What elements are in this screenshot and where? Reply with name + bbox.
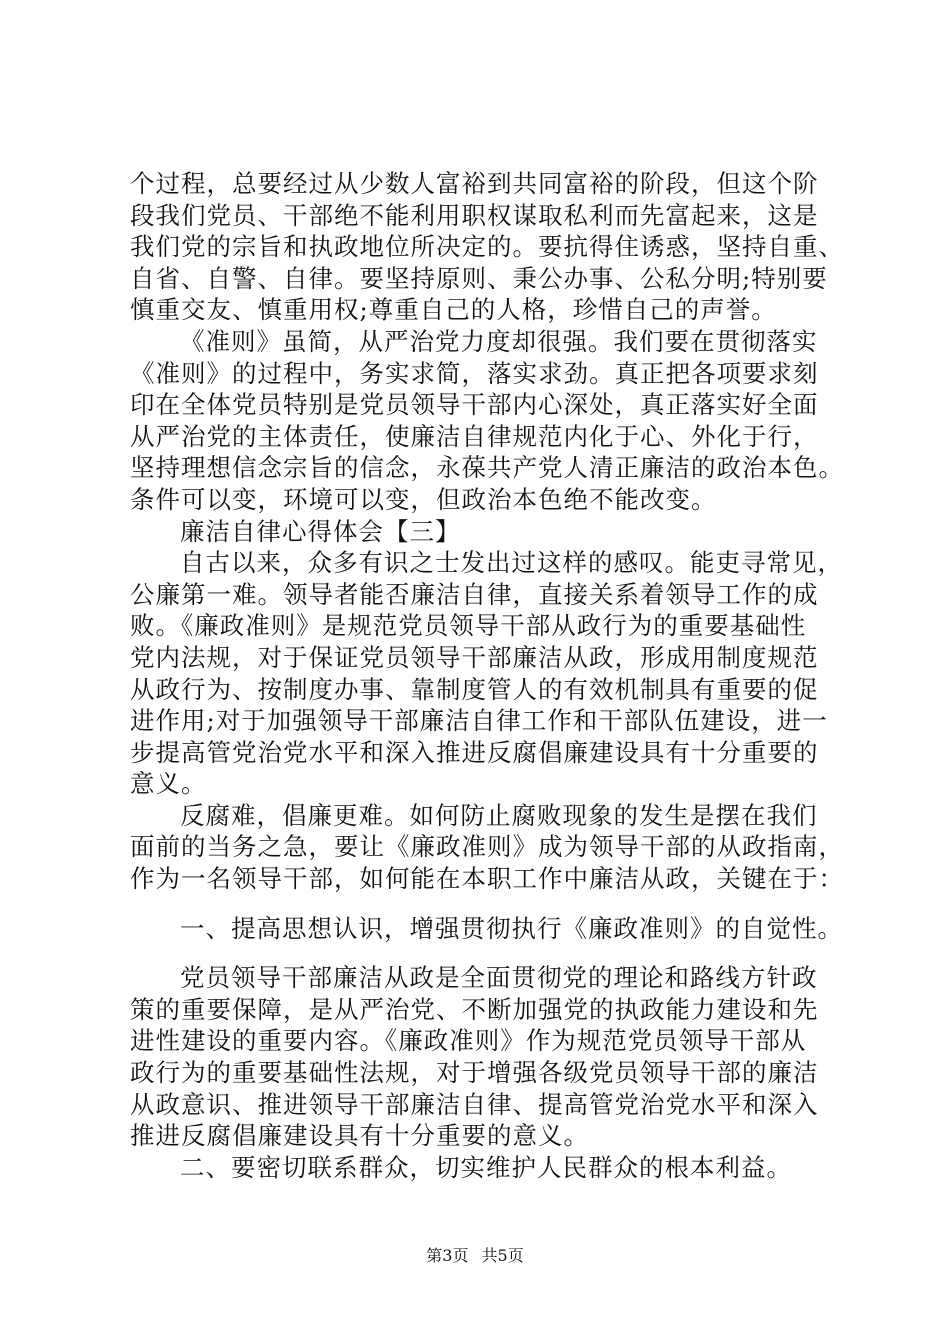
text-line: 作为一名领导干部，如何能在本职工作中廉洁从政，关键在于：: [130, 864, 844, 894]
text-line: 策的重要保障，是从严治党、不断加强党的执政能力建设和先: [130, 994, 819, 1024]
text-line: 《准则》的过程中，务实求简，落实求劲。真正把各项要求刻: [130, 358, 819, 388]
page-number: 第3页: [426, 1246, 469, 1265]
text-line: 从政行为、按制度办事、靠制度管人的有效机制具有重要的促: [130, 674, 819, 704]
text-line: 自古以来，众多有识之士发出过这样的感叹。能吏寻常见，: [180, 548, 843, 578]
text-line: 印在全体党员特别是党员领导干部内心深处，真正落实好全面: [130, 390, 819, 420]
text-line: 个过程，总要经过从少数人富裕到共同富裕的阶段，但这个阶: [130, 169, 819, 198]
text-line: 从政意识、推进领导干部廉洁自律、提高管党治党水平和深入: [130, 1089, 819, 1119]
text-line: 面前的当务之急，要让《廉政准则》成为领导干部的从政指南，: [130, 832, 844, 862]
text-line: 步提高管党治党水平和深入推进反腐倡廉建设具有十分重要的: [130, 737, 819, 767]
text-line: 一、提高思想认识，增强贯彻执行《廉政准则》的自觉性。: [180, 913, 843, 943]
text-line: 败。《廉政准则》是规范党员领导干部从政行为的重要基础性: [130, 611, 807, 641]
text-line: 廉洁自律心得体会【三】: [180, 516, 461, 546]
text-line: 段我们党员、干部绝不能利用职权谋取私利而先富起来，这是: [130, 200, 819, 230]
text-line: 《准则》虽简，从严治党力度却很强。我们要在贯彻落实: [180, 326, 818, 356]
page-footer: [0, 1246, 950, 1266]
text-line: 从严治党的主体责任，使廉洁自律规范内化于心、外化于行，: [130, 421, 819, 451]
text-line: 推进反腐倡廉建设具有十分重要的意义。: [130, 1121, 589, 1151]
document-body: [130, 168, 850, 1183]
text-line: 坚持理想信念宗旨的信念，永葆共产党人清正廉洁的政治本色。: [130, 453, 844, 483]
text-line: 进作用;对于加强领导干部廉洁自律工作和干部队伍建设，进一: [130, 706, 828, 736]
text-line: 党员领导干部廉洁从政是全面贯彻党的理论和路线方针政: [180, 963, 818, 993]
text-line: 进性建设的重要内容。《廉政准则》作为规范党员领导干部从: [130, 1026, 807, 1056]
text-line: 自省、自警、自律。要坚持原则、秉公办事、公私分明;特别要: [130, 263, 828, 293]
text-line: 党内法规，对于保证党员领导干部廉洁从政，形成用制度规范: [130, 642, 819, 672]
text-line: 条件可以变，环境可以变，但政治本色绝不能改变。: [130, 484, 717, 514]
text-line: 反腐难，倡廉更难。如何防止腐败现象的发生是摆在我们: [180, 800, 818, 830]
text-line: 我们党的宗旨和执政地位所决定的。要抗得住诱惑，坚持自重、: [130, 232, 844, 262]
text-line: 公廉第一难。领导者能否廉洁自律，直接关系着领导工作的成: [130, 579, 819, 609]
text-line: 政行为的重要基础性法规，对于增强各级党员领导干部的廉洁: [130, 1058, 819, 1088]
text-line: 意义。: [130, 769, 207, 799]
text-line: 二、要密切联系群众，切实维护人民群众的根本利益。: [180, 1152, 792, 1182]
text-line: 慎重交友、慎重用权;尊重自己的人格，珍惜自己的声誉。: [130, 295, 777, 325]
page-total: 共5页: [481, 1246, 524, 1265]
